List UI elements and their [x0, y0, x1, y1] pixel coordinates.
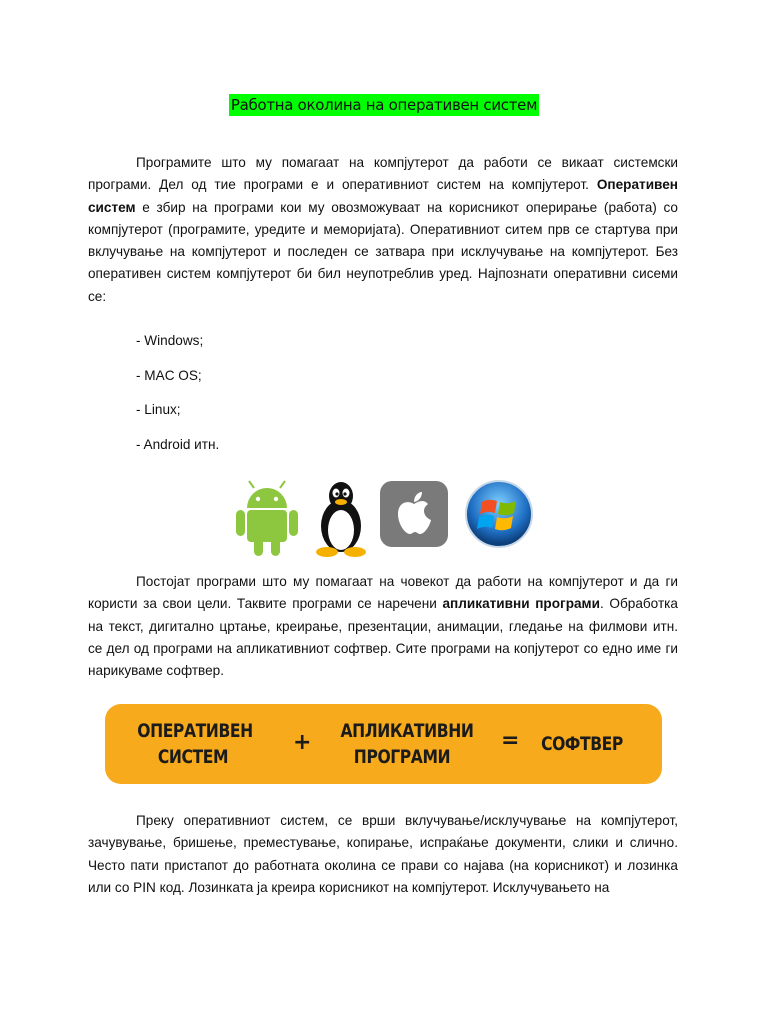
paragraph-system-programs [88, 152, 678, 308]
os-logos-row [232, 478, 536, 558]
banner-plus-sign: + [293, 730, 312, 755]
paragraph-1-bold-term: Оперативен систем [88, 177, 678, 215]
paragraph-1-text-b: е збир на програми кои му овозможуваат на корисникот оперирање (работа) со компјутерот (програмите, уредите и меморијата). Оперативниот ситем прв се стартува при вклучување на компјутерот и последен се затвара при исклучување на компјутерот. Без оперативен систем компјутерот би бил неупотреблив уред. Најпознати оперативни сисеми се: [88, 199, 678, 304]
apple-logo-icon [380, 478, 448, 548]
os-list-item-android: - Android итн. [136, 437, 220, 452]
paragraph-2-text-a: Постојат програми што му помагаат на човекот да работи на компјутерот и да ги користи за свои цели. Таквите програми се наречени [88, 574, 678, 612]
software-equation-banner [105, 704, 662, 784]
windows-logo-icon [464, 478, 534, 552]
os-list-item-windows: - Windows; [136, 333, 204, 348]
paragraph-application-programs [88, 571, 678, 682]
banner-os-line1: ОПЕРАТИВЕН [137, 720, 253, 742]
paragraph-os-functions [88, 810, 678, 899]
title-wrap [0, 94, 768, 116]
banner-result-label: СОФТВЕР [541, 733, 623, 755]
banner-os-label [137, 718, 253, 770]
banner-equals-sign: = [501, 728, 520, 753]
paragraph-2-bold-term: апликативни програми [442, 596, 600, 612]
paragraph-2-text-b: . Обработка на текст, дигитално цртање, креирање, презентации, анимации, гледање на филмови итн. се дел од програми на апликативниот софтвер. Сите програми на копјутерот со едно име ги нарикуваме софтвер. [88, 596, 678, 679]
android-logo-icon [234, 478, 300, 558]
banner-os-line2: СИСТЕМ [157, 746, 229, 768]
page-title: Работна околина на оперативен систем [230, 96, 538, 114]
banner-app-line2: ПРОГРАМИ [353, 746, 451, 768]
paragraph-1-text-a: Програмите што му помагаат на компјутерот да работи се викаат системски програми. Дел од тие програми е и оперативниот систем на компјутерот. [88, 155, 678, 193]
paragraph-3-text: Преку оперативниот систем, се врши вклучување/исклучување на компјутерот, зачувување, бришење, преместување, копирање, испраќање документи, слики и слично. Често пати пристапот до работната околина се прави со најава (на корисникот) и лозинка или со PIN код. Лозинката ја креира корисникот на компјутерот. Исклучувањето на [88, 813, 678, 895]
banner-app-label [340, 718, 474, 770]
os-list-item-macos: - MAC OS; [136, 368, 202, 383]
os-list-item-linux: - Linux; [136, 402, 181, 417]
banner-app-line1: АПЛИКАТИВНИ [340, 720, 474, 742]
linux-tux-icon [310, 478, 372, 558]
